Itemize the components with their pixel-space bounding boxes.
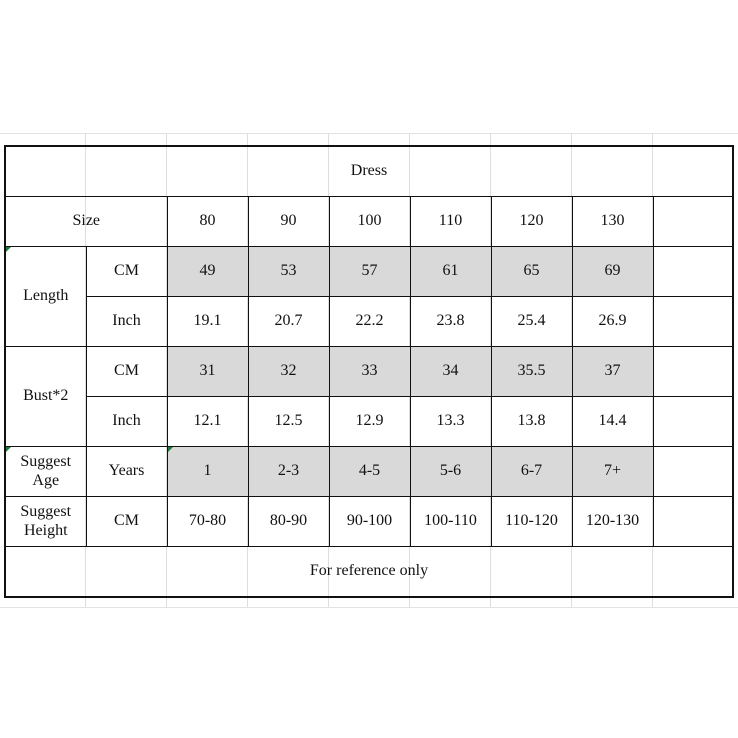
size-label: Size: [5, 197, 167, 247]
unit-label: Inch: [86, 297, 167, 347]
length-inch-cell: 20.7: [248, 297, 329, 347]
bust-inch-row: [5, 397, 733, 447]
size-cell: 100: [329, 197, 410, 247]
height-cell: 120-130: [572, 497, 653, 547]
suggest-height-label: [5, 497, 86, 547]
suggest-height-label-line2: Height: [23, 521, 68, 539]
unit-label: CM: [86, 247, 167, 297]
size-cell: 80: [167, 197, 248, 247]
bust-cm-cell: 33: [329, 347, 410, 397]
length-inch-cell: 23.8: [410, 297, 491, 347]
empty-cell: [653, 447, 733, 497]
suggest-age-label: [5, 447, 86, 497]
age-cell: 1: [167, 447, 248, 497]
length-cm-cell: 57: [329, 247, 410, 297]
empty-cell: [653, 397, 733, 447]
height-cell: 110-120: [491, 497, 572, 547]
bust-cm-row: [5, 347, 733, 397]
empty-cell: [653, 497, 733, 547]
length-inch-cell: 25.4: [491, 297, 572, 347]
bust-cm-cell: 34: [410, 347, 491, 397]
empty-cell: [653, 197, 733, 247]
footer-row: [5, 547, 733, 598]
age-cell: 4-5: [329, 447, 410, 497]
size-cell: 90: [248, 197, 329, 247]
size-cell: 120: [491, 197, 572, 247]
height-cell: 70-80: [167, 497, 248, 547]
size-row: [5, 197, 733, 247]
length-cm-cell: 49: [167, 247, 248, 297]
chart-title: Dress: [5, 146, 733, 197]
length-cm-row: [5, 247, 733, 297]
empty-cell: [653, 347, 733, 397]
length-cm-cell: 61: [410, 247, 491, 297]
footer-note: For reference only: [5, 547, 733, 598]
title-row: [5, 146, 733, 197]
age-cell: 5-6: [410, 447, 491, 497]
height-cell: 100-110: [410, 497, 491, 547]
unit-label: Inch: [86, 397, 167, 447]
bust-cm-cell: 37: [572, 347, 653, 397]
bust-inch-cell: 12.9: [329, 397, 410, 447]
empty-cell: [653, 247, 733, 297]
size-cell: 130: [572, 197, 653, 247]
bust-inch-cell: 14.4: [572, 397, 653, 447]
length-inch-cell: 22.2: [329, 297, 410, 347]
bust-cm-cell: 35.5: [491, 347, 572, 397]
suggest-age-label-line2: Age: [32, 471, 60, 489]
bust-cm-cell: 31: [167, 347, 248, 397]
suggest-height-label-line1: Suggest: [20, 503, 72, 521]
bust-cm-cell: 32: [248, 347, 329, 397]
age-cell: 2-3: [248, 447, 329, 497]
unit-label: CM: [86, 497, 167, 547]
empty-cell: [653, 297, 733, 347]
length-cm-cell: 65: [491, 247, 572, 297]
age-cell: 7+: [572, 447, 653, 497]
length-cm-cell: 69: [572, 247, 653, 297]
height-cell: 90-100: [329, 497, 410, 547]
height-cell: 80-90: [248, 497, 329, 547]
height-row: [5, 497, 733, 547]
suggest-age-label-line1: Suggest: [20, 453, 72, 471]
age-row: [5, 447, 733, 497]
unit-label: CM: [86, 347, 167, 397]
unit-label: Years: [86, 447, 167, 497]
bust-inch-cell: 12.1: [167, 397, 248, 447]
size-cell: 110: [410, 197, 491, 247]
age-cell: 6-7: [491, 447, 572, 497]
bust-inch-cell: 13.3: [410, 397, 491, 447]
bust-label: Bust*2: [5, 347, 86, 447]
size-chart-table: [4, 145, 734, 598]
bust-inch-cell: 13.8: [491, 397, 572, 447]
length-inch-cell: 19.1: [167, 297, 248, 347]
length-inch-row: [5, 297, 733, 347]
length-label: Length: [5, 247, 86, 347]
bust-inch-cell: 12.5: [248, 397, 329, 447]
length-cm-cell: 53: [248, 247, 329, 297]
length-inch-cell: 26.9: [572, 297, 653, 347]
